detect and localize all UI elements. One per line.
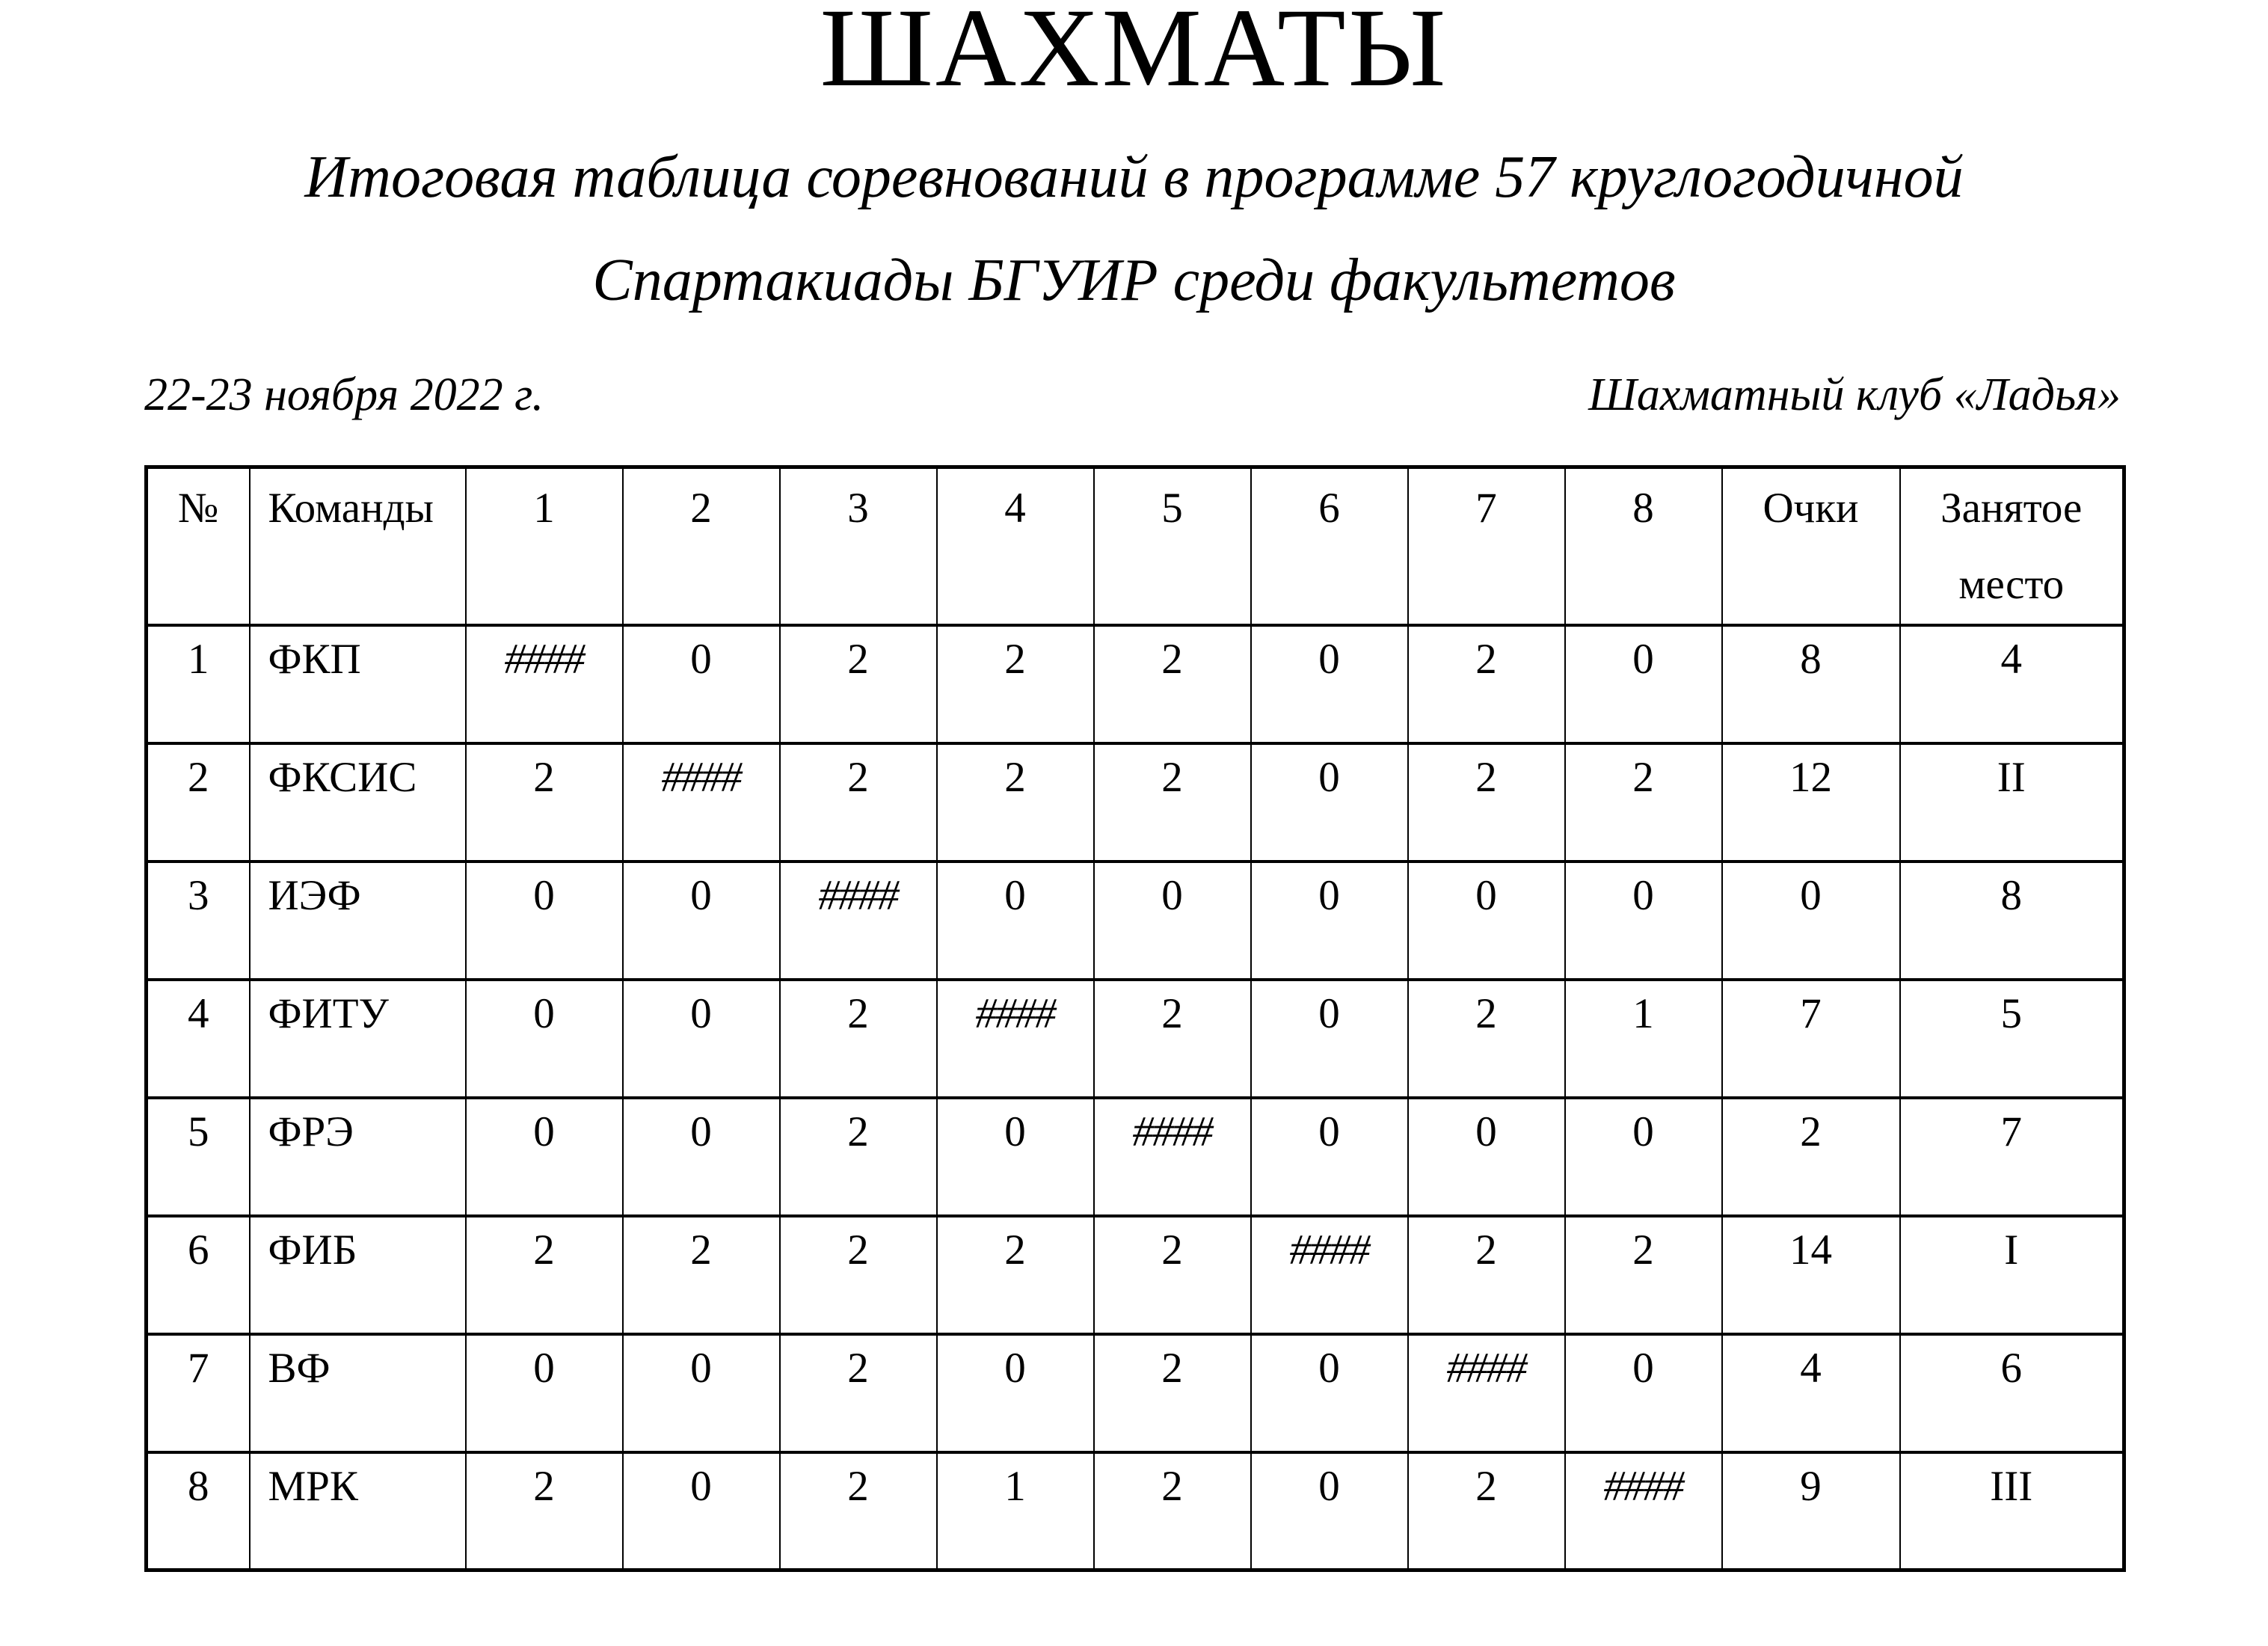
cell-result: 2: [1408, 625, 1565, 743]
table-row: [147, 625, 2124, 743]
cell-team-name: ИЭФ: [250, 862, 466, 980]
cell-points: 4: [1722, 1334, 1900, 1452]
cell-row-number: 4: [147, 980, 250, 1098]
table-row: [147, 1334, 2124, 1452]
cell-place: 4: [1900, 625, 2124, 743]
cell-points: 14: [1722, 1216, 1900, 1334]
table-row: [147, 1216, 2124, 1334]
results-table: [144, 465, 2126, 1573]
cell-result: 2: [466, 1216, 623, 1334]
cell-result: 0: [1565, 1098, 1722, 1216]
cell-result: 2: [780, 1216, 937, 1334]
cell-team-name: ФКП: [250, 625, 466, 743]
cell-row-number: 1: [147, 625, 250, 743]
header-points: Очки: [1722, 467, 1900, 625]
table-row: [147, 980, 2124, 1098]
cell-result: 0: [1565, 1334, 1722, 1452]
cell-place: III: [1900, 1452, 2124, 1570]
header-place: Занятое место: [1900, 467, 2124, 625]
cell-row-number: 7: [147, 1334, 250, 1452]
header-round-8: 8: [1565, 467, 1722, 625]
cell-result: 0: [1565, 625, 1722, 743]
cell-result: 2: [1565, 1216, 1722, 1334]
cell-row-number: 5: [147, 1098, 250, 1216]
cell-result: 2: [780, 1452, 937, 1570]
cell-result: 0: [623, 980, 780, 1098]
cell-points: 7: [1722, 980, 1900, 1098]
cell-result: 0: [466, 1098, 623, 1216]
cell-result: 0: [623, 1098, 780, 1216]
header-number-col: №: [147, 467, 250, 625]
cell-result: 0: [1565, 862, 1722, 980]
cell-result: ####: [1251, 1216, 1408, 1334]
cell-place: 6: [1900, 1334, 2124, 1452]
cell-team-name: МРК: [250, 1452, 466, 1570]
event-date: 22-23 ноября 2022 г.: [144, 369, 544, 420]
cell-team-name: ФИБ: [250, 1216, 466, 1334]
cell-result: 2: [937, 625, 1094, 743]
cell-row-number: 8: [147, 1452, 250, 1570]
cell-result: ####: [780, 862, 937, 980]
cell-result: 0: [937, 1098, 1094, 1216]
cell-result: 0: [623, 1452, 780, 1570]
cell-place: I: [1900, 1216, 2124, 1334]
cell-points: 9: [1722, 1452, 1900, 1570]
cell-points: 12: [1722, 743, 1900, 862]
cell-result: 1: [937, 1452, 1094, 1570]
subtitle-line-1: Итоговая таблица соревнований в программе 57 круглогодичной: [304, 144, 1964, 210]
cell-result: 0: [623, 862, 780, 980]
cell-points: 2: [1722, 1098, 1900, 1216]
header-round-3: 3: [780, 467, 937, 625]
cell-result: 2: [1408, 743, 1565, 862]
cell-result: 2: [1408, 1452, 1565, 1570]
cell-result: 0: [1251, 1334, 1408, 1452]
cell-row-number: 6: [147, 1216, 250, 1334]
cell-result: 0: [1251, 1452, 1408, 1570]
cell-result: 2: [780, 625, 937, 743]
cell-team-name: ФКСИС: [250, 743, 466, 862]
cell-row-number: 3: [147, 862, 250, 980]
cell-result: ####: [1565, 1452, 1722, 1570]
page-title: ШАХМАТЫ: [820, 0, 1448, 110]
cell-place: II: [1900, 743, 2124, 862]
cell-result: ####: [1408, 1334, 1565, 1452]
cell-result: 0: [937, 862, 1094, 980]
cell-result: 0: [1094, 862, 1251, 980]
cell-place: 5: [1900, 980, 2124, 1098]
cell-result: 0: [466, 980, 623, 1098]
cell-result: 2: [1408, 1216, 1565, 1334]
cell-result: 0: [623, 625, 780, 743]
cell-points: 8: [1722, 625, 1900, 743]
cell-result: 0: [1251, 743, 1408, 862]
cell-result: 0: [1408, 862, 1565, 980]
header-round-4: 4: [937, 467, 1094, 625]
cell-result: 0: [937, 1334, 1094, 1452]
header-round-7: 7: [1408, 467, 1565, 625]
table-row: [147, 862, 2124, 980]
organizer-name: Шахматный клуб «Ладья»: [1588, 369, 2121, 420]
cell-row-number: 2: [147, 743, 250, 862]
cell-result: 2: [937, 1216, 1094, 1334]
cell-result: 0: [1251, 980, 1408, 1098]
cell-result: ####: [623, 743, 780, 862]
cell-result: 1: [1565, 980, 1722, 1098]
subtitle-line-2: Спартакиады БГУИР среди факультетов: [592, 247, 1676, 313]
header-round-1: 1: [466, 467, 623, 625]
header-round-2: 2: [623, 467, 780, 625]
table-row: [147, 743, 2124, 862]
cell-team-name: ВФ: [250, 1334, 466, 1452]
cell-result: 2: [466, 1452, 623, 1570]
header-round-5: 5: [1094, 467, 1251, 625]
cell-result: 2: [1565, 743, 1722, 862]
cell-result: 2: [1094, 625, 1251, 743]
cell-result: 2: [780, 1098, 937, 1216]
cell-result: 0: [1251, 625, 1408, 743]
cell-result: 2: [466, 743, 623, 862]
cell-result: 2: [780, 743, 937, 862]
cell-result: 2: [1094, 1452, 1251, 1570]
table-row: [147, 1452, 2124, 1570]
cell-result: 2: [1094, 1334, 1251, 1452]
cell-result: 0: [1408, 1098, 1565, 1216]
cell-result: 2: [1094, 1216, 1251, 1334]
cell-result: ####: [466, 625, 623, 743]
cell-place: 8: [1900, 862, 2124, 980]
cell-result: 2: [937, 743, 1094, 862]
cell-result: 0: [466, 862, 623, 980]
cell-place: 7: [1900, 1098, 2124, 1216]
cell-result: 2: [623, 1216, 780, 1334]
cell-result: 2: [780, 980, 937, 1098]
cell-result: 0: [1251, 862, 1408, 980]
cell-team-name: ФРЭ: [250, 1098, 466, 1216]
table-row: [147, 1098, 2124, 1216]
cell-team-name: ФИТУ: [250, 980, 466, 1098]
cell-result: 2: [1094, 980, 1251, 1098]
cell-result: 0: [1251, 1098, 1408, 1216]
cell-result: 2: [1408, 980, 1565, 1098]
cell-points: 0: [1722, 862, 1900, 980]
cell-result: 0: [623, 1334, 780, 1452]
cell-result: 0: [466, 1334, 623, 1452]
header-round-6: 6: [1251, 467, 1408, 625]
header-teams: Команды: [250, 467, 466, 625]
cell-result: 2: [780, 1334, 937, 1452]
cell-result: 2: [1094, 743, 1251, 862]
table-header-row: [147, 467, 2124, 625]
meta-row: [144, 369, 2121, 422]
cell-result: ####: [1094, 1098, 1251, 1216]
cell-result: ####: [937, 980, 1094, 1098]
